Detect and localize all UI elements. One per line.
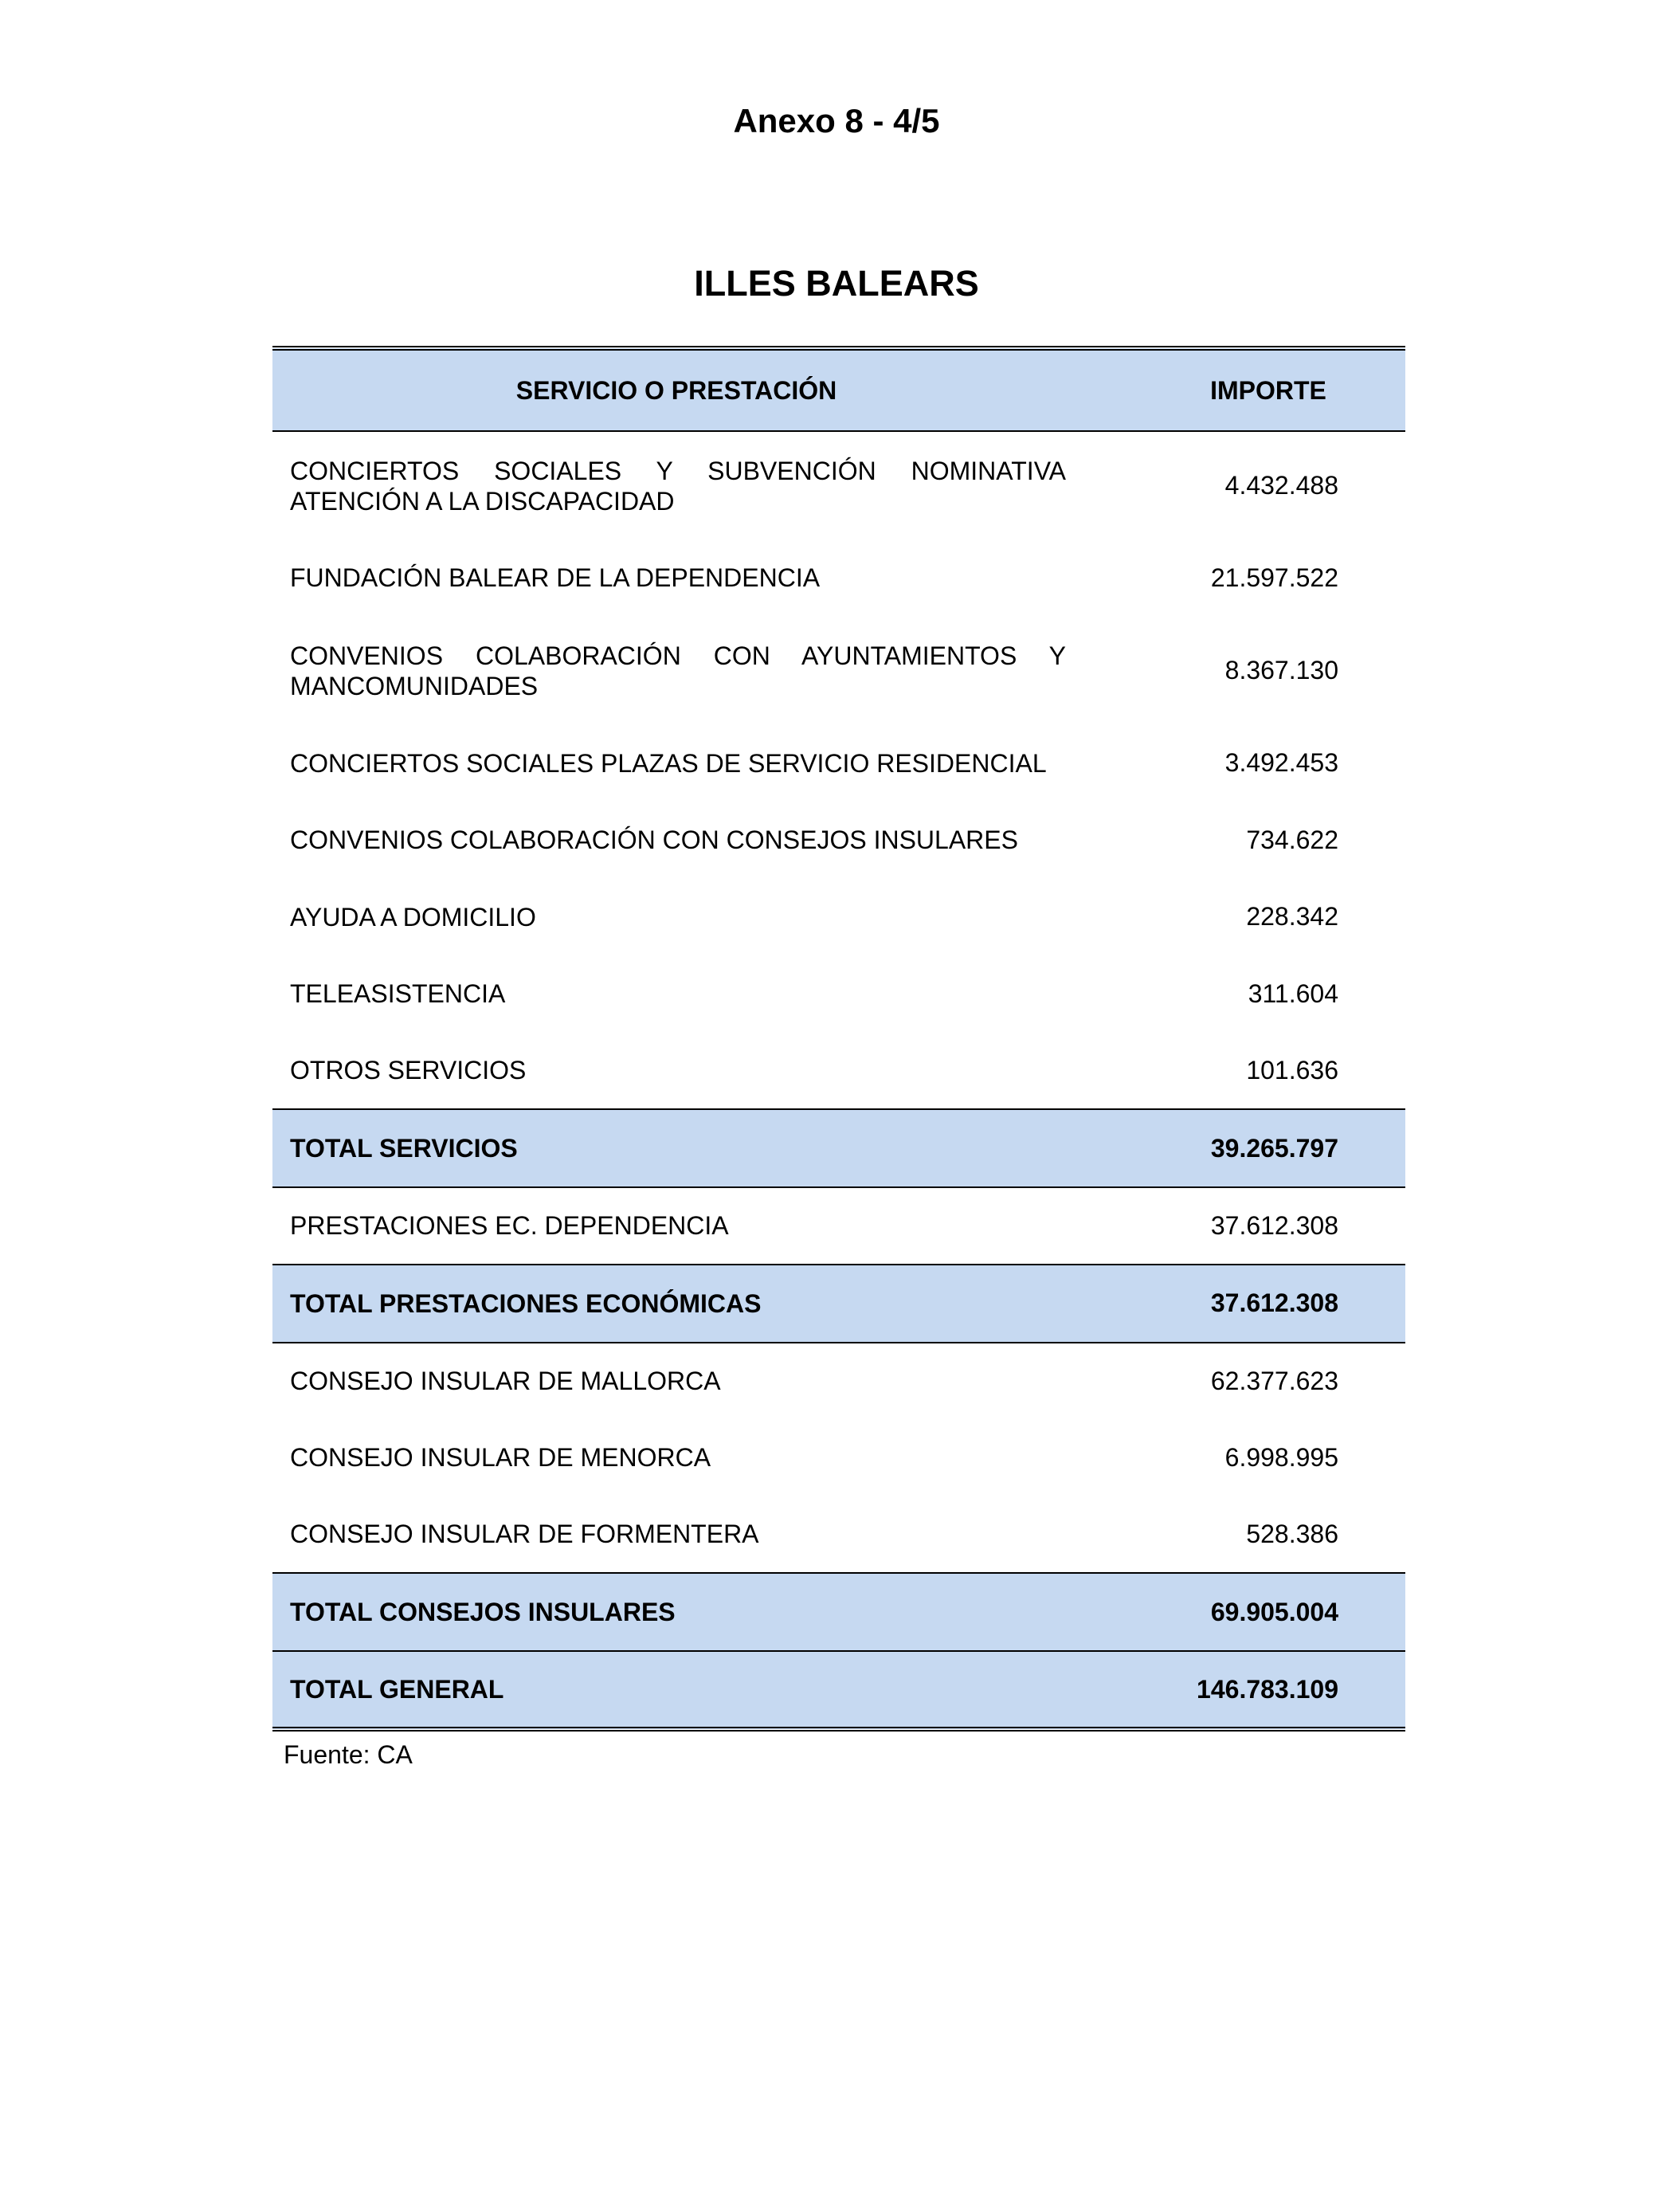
table-row	[272, 955, 1405, 1033]
subtotal-row-economic-benefits	[272, 1265, 1405, 1343]
row-amount: 37.612.308	[1210, 1210, 1338, 1240]
subtotal-label: TOTAL PRESTACIONES ECONÓMICAS	[272, 1265, 1083, 1343]
subtotal-label: TOTAL SERVICIOS	[272, 1109, 1083, 1187]
row-amount: 4.432.488	[1224, 471, 1338, 500]
subtotal-row-island-councils	[272, 1573, 1405, 1651]
table-row	[272, 802, 1405, 879]
expenditure-table	[272, 346, 1405, 1732]
row-label: PRESTACIONES EC. DEPENDENCIA	[290, 1211, 729, 1241]
row-label: CONSEJO INSULAR DE MALLORCA	[290, 1367, 721, 1396]
grand-total-label: TOTAL GENERAL	[272, 1651, 1083, 1729]
subtotal-amount: 39.265.797	[1083, 1109, 1405, 1187]
row-amount: 228.342	[1246, 902, 1338, 931]
table-row	[272, 1187, 1405, 1265]
row-amount: 528.386	[1246, 1519, 1338, 1548]
grand-total-row	[272, 1651, 1405, 1729]
row-amount: 21.597.522	[1210, 563, 1338, 592]
row-amount: 3.492.453	[1224, 748, 1338, 778]
row-amount: 734.622	[1246, 825, 1338, 854]
subtotal-amount: 37.612.308	[1083, 1265, 1405, 1343]
row-amount: 62.377.623	[1210, 1366, 1338, 1395]
row-amount: 101.636	[1246, 1055, 1338, 1084]
row-label: AYUDA A DOMICILIO	[290, 902, 536, 931]
table-header-row	[272, 348, 1405, 431]
table-row	[272, 725, 1405, 802]
table-row	[272, 539, 1405, 617]
row-label: TELEASISTENCIA	[290, 979, 506, 1009]
row-label: CONSEJO INSULAR DE FORMENTERA	[290, 1520, 759, 1549]
expenditure-table-container	[272, 346, 1405, 1732]
region-title: ILLES BALEARS	[694, 263, 979, 304]
row-label: CONCIERTOS SOCIALES PLAZAS DE SERVICIO RESIDENCIAL	[290, 748, 1047, 778]
table-row	[272, 431, 1405, 539]
table-row	[272, 1343, 1405, 1420]
row-label: CONVENIOS COLABORACIÓN CON CONSEJOS INSULARES	[290, 826, 1018, 855]
subtotal-row-services	[272, 1109, 1405, 1187]
subtotal-label: TOTAL CONSEJOS INSULARES	[272, 1573, 1083, 1651]
row-amount: 8.367.130	[1224, 656, 1338, 684]
row-label: OTROS SERVICIOS	[290, 1056, 527, 1085]
annex-title: Anexo 8 - 4/5	[733, 102, 940, 139]
table-row	[272, 1033, 1405, 1110]
row-amount: 311.604	[1248, 979, 1338, 1008]
row-label: CONSEJO INSULAR DE MENORCA	[290, 1443, 711, 1473]
row-label: FUNDACIÓN BALEAR DE LA DEPENDENCIA	[290, 563, 821, 593]
table-row	[272, 1419, 1405, 1496]
grand-total-amount: 146.783.109	[1083, 1651, 1405, 1729]
row-amount: 6.998.995	[1224, 1442, 1338, 1472]
subtotal-amount: 69.905.004	[1083, 1573, 1405, 1651]
row-label: CONVENIOS COLABORACIÓN CON AYUNTAMIENTOS Y MANCOMUNIDADES	[290, 641, 1066, 700]
row-label: CONCIERTOS SOCIALES Y SUBVENCIÓN NOMINATIVA ATENCIÓN A LA DISCAPACIDAD	[290, 456, 1066, 516]
source-note: Fuente: CA	[284, 1740, 413, 1769]
table-row	[272, 879, 1405, 956]
table-row	[272, 617, 1405, 725]
table-row	[272, 1496, 1405, 1574]
column-header-amount: IMPORTE	[1083, 348, 1405, 431]
column-header-service: SERVICIO O PRESTACIÓN	[272, 348, 1083, 431]
